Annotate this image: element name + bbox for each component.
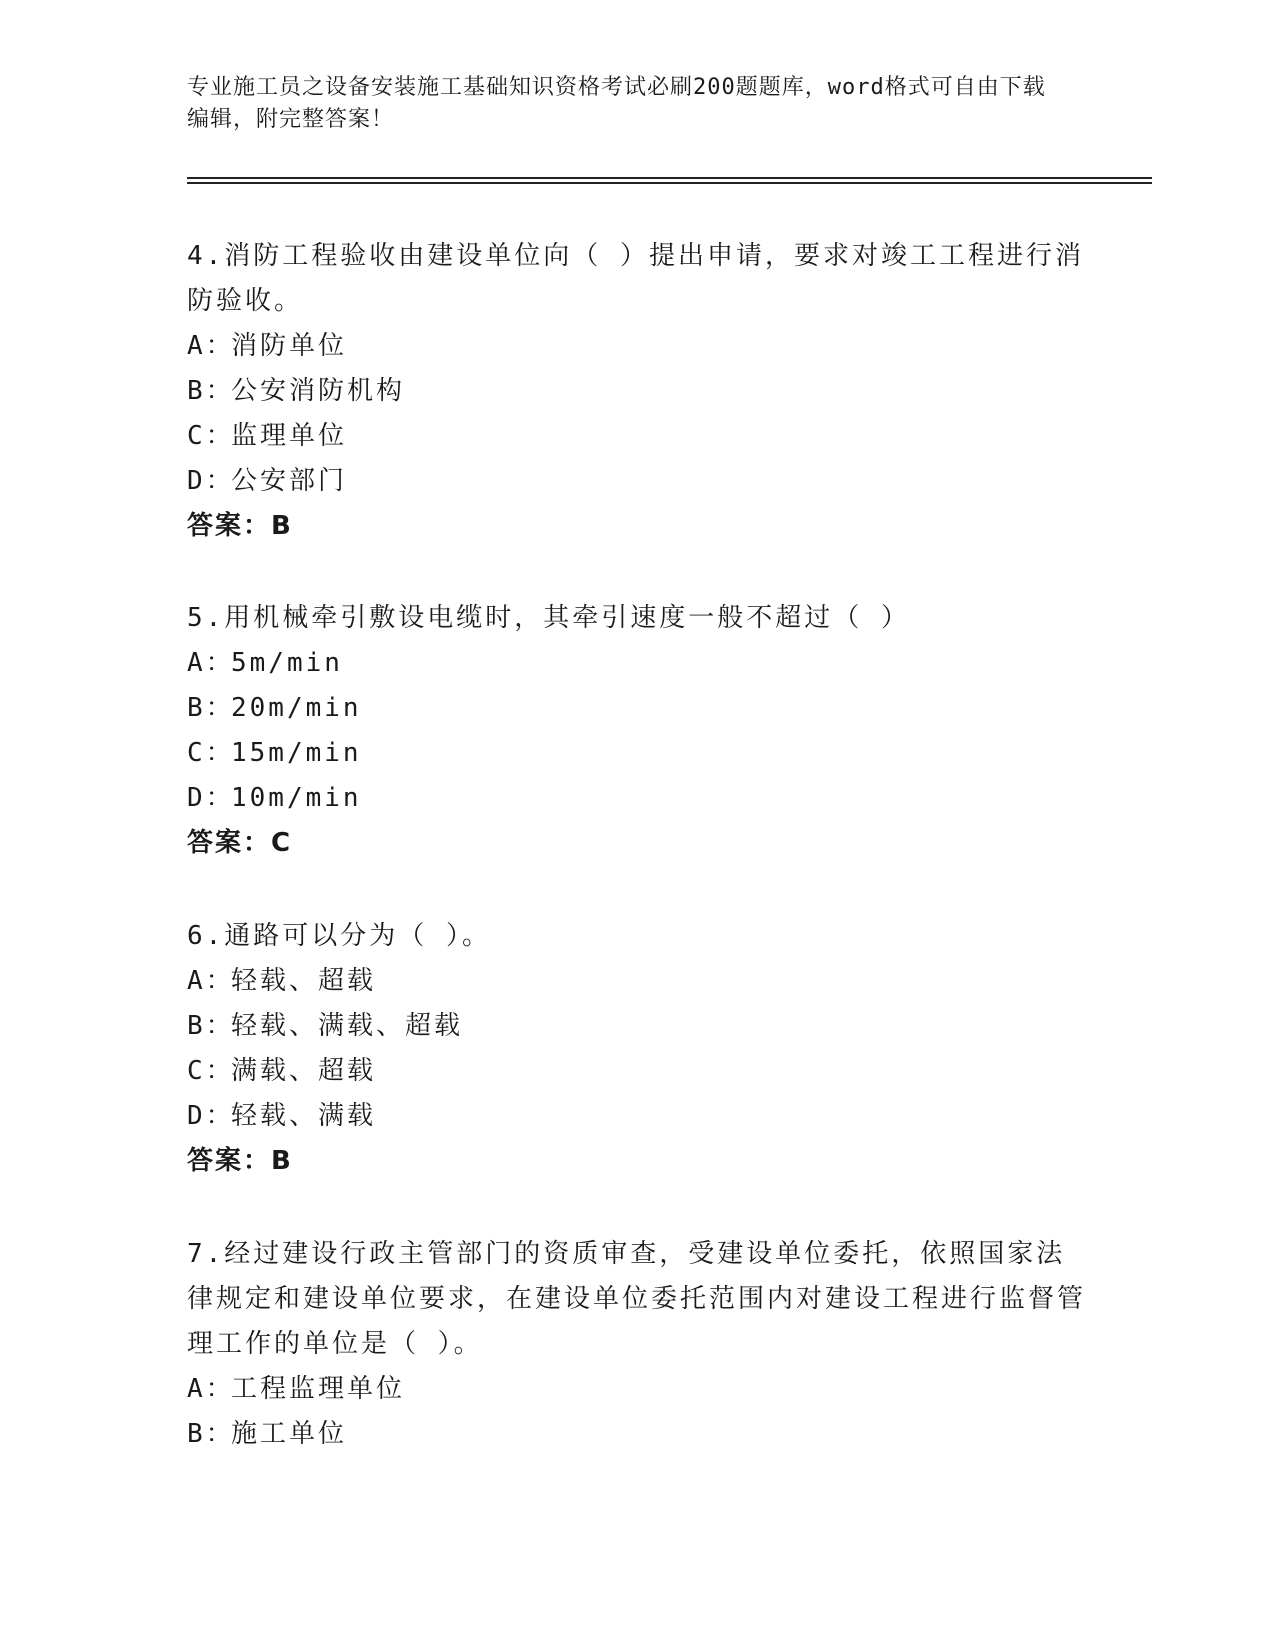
- header-rule-bottom: [187, 182, 1152, 184]
- question-5: [187, 596, 1087, 866]
- question-stem: 7.经过建设行政主管部门的资质审查，受建设单位委托，依照国家法律规定和建设单位要求，在建设单位委托范围内对建设工程进行监督管理工作的单位是（ ）。: [187, 1239, 1087, 1359]
- option-b: B：轻载、满载、超载: [187, 1011, 464, 1041]
- answer: 答案：C: [187, 828, 293, 858]
- option-b: B：公安消防机构: [187, 376, 406, 406]
- question-7: [187, 1232, 1087, 1457]
- option-a: A：消防单位: [187, 331, 348, 361]
- option-a: A：工程监理单位: [187, 1374, 406, 1404]
- question-stem: 4.消防工程验收由建设单位向（ ）提出申请，要求对竣工工程进行消防验收。: [187, 241, 1084, 316]
- answer: 答案：B: [187, 511, 293, 541]
- option-d: D：轻载、满载: [187, 1101, 377, 1131]
- option-c: C：15m/min: [187, 738, 362, 768]
- option-b: B：施工单位: [187, 1419, 348, 1449]
- document-header: 专业施工员之设备安装施工基础知识资格考试必刷200题题库，word格式可自由下载编辑，附完整答案！: [187, 75, 1046, 132]
- option-a: A：5m/min: [187, 648, 343, 678]
- question-6: [187, 914, 1087, 1184]
- option-b: B：20m/min: [187, 693, 362, 723]
- option-c: C：监理单位: [187, 421, 348, 451]
- question-stem: 6.通路可以分为（ ）。: [187, 921, 491, 951]
- option-c: C：满载、超载: [187, 1056, 377, 1086]
- option-a: A：轻载、超载: [187, 966, 377, 996]
- header-rule-top: [187, 177, 1152, 179]
- question-stem: 5.用机械牵引敷设电缆时，其牵引速度一般不超过（ ）: [187, 603, 910, 633]
- option-d: D：公安部门: [187, 466, 348, 496]
- answer: 答案：B: [187, 1146, 293, 1176]
- question-4: [187, 234, 1087, 549]
- option-d: D：10m/min: [187, 783, 362, 813]
